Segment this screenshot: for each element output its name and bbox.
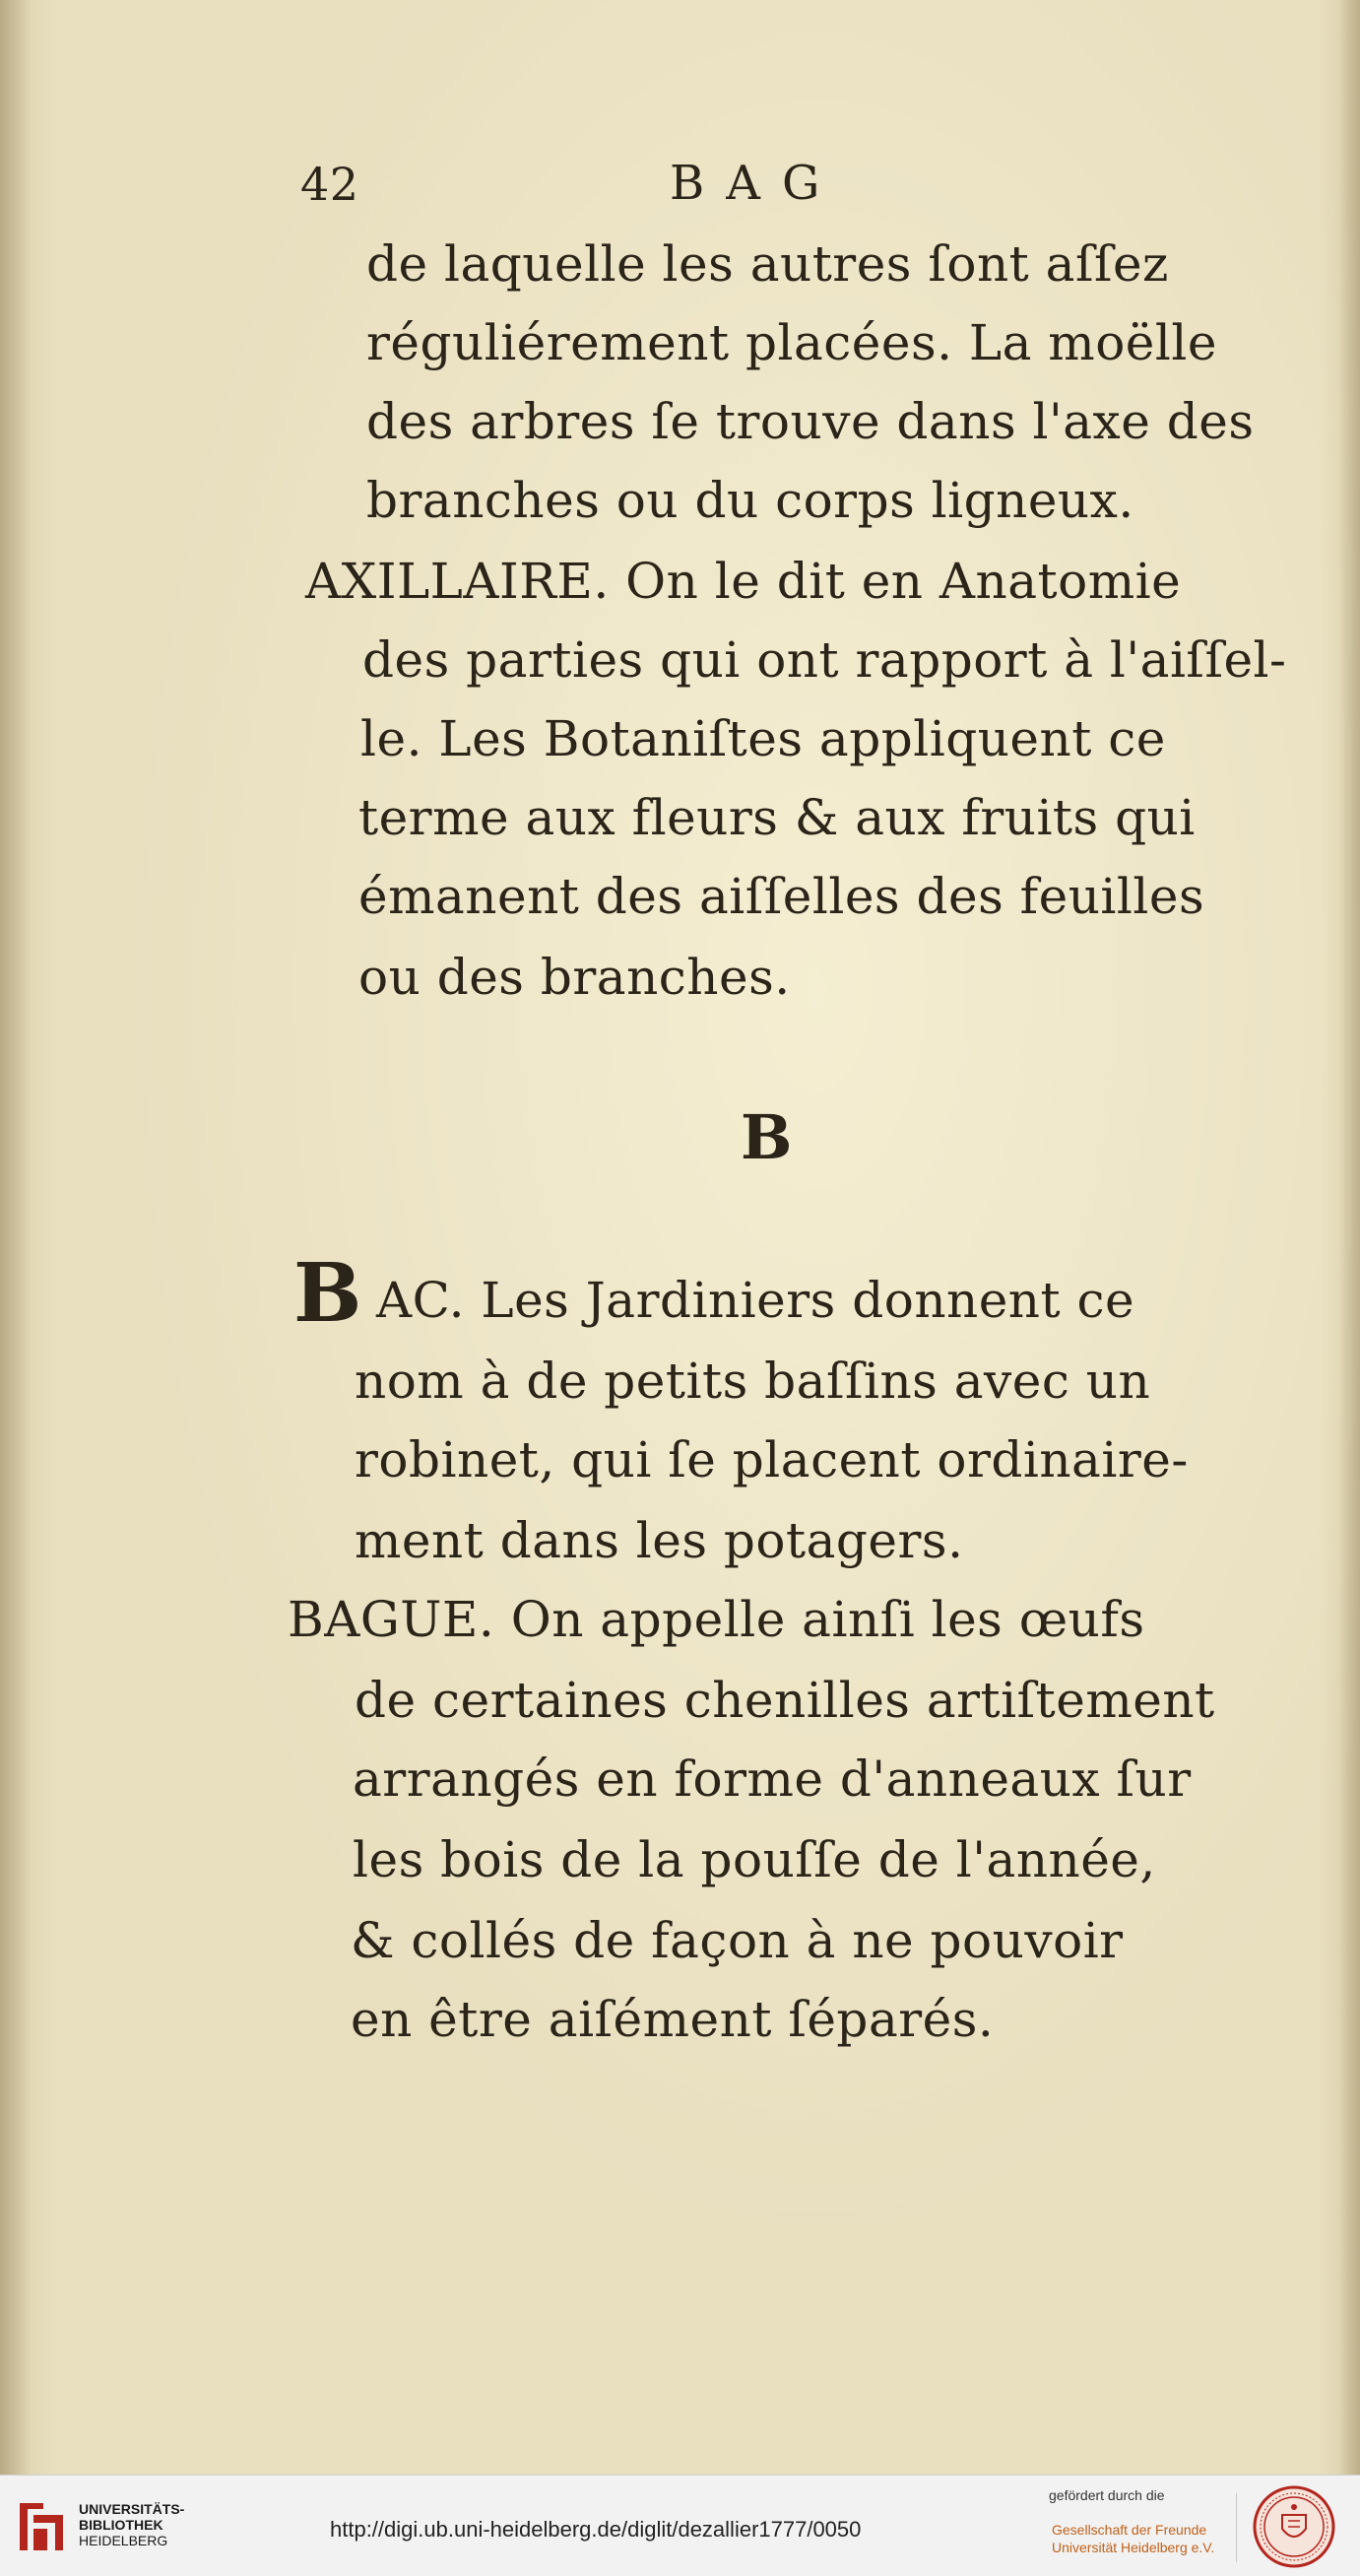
digitization-footer [0,2475,1360,2576]
text-line: les bois de la pouſſe de l'année, [353,1831,1156,1888]
permalink-url[interactable]: http://digi.ub.uni-heidelberg.de/diglit/dezallier1777/0050 [330,2517,862,2542]
university-library-logo-icon [14,2495,71,2556]
sponsor-name [1052,2521,1214,2556]
entry-bague-headline: BAGUE. On appelle ainſi les œufs [288,1591,1145,1648]
sponsor-name-line: Universität Heidelberg e.V. [1052,2540,1215,2555]
text-line: robinet, qui ſe placent ordinaire- [355,1431,1189,1488]
text-line: émanent des aiſſelles des feuilles [358,868,1205,925]
text-line: le. Les Botaniſtes appliquent ce [360,710,1166,767]
text-line: nom à de petits baſſins avec un [355,1353,1151,1410]
text-line: ou des branches. [358,949,791,1006]
text-line: de certaines chenilles artiſtement [355,1672,1215,1729]
running-head: BAG [670,156,842,211]
text-line: réguliérement placées. La moëlle [366,314,1217,371]
page-number: 42 [300,158,359,211]
spine-shadow [0,0,32,2475]
sponsor-name-line: Gesellschaft der Freunde [1052,2522,1207,2538]
library-name-line: HEIDELBERG [79,2533,168,2548]
text-line: en être aiſément ſéparés. [351,1991,995,2048]
sponsor-label: gefördert durch die [1049,2487,1165,2503]
text-line: ment dans les potagers. [355,1512,964,1569]
page-edge-shadow [1338,0,1360,2475]
library-name-line: BIBLIOTHEK [79,2517,163,2533]
university-seal-icon [1253,2485,1335,2568]
text-line: arrangés en forme d'anneaux ſur [353,1750,1192,1808]
dropcap-letter: B [293,1246,362,1341]
text-line: de laquelle les autres ſont aſſez [366,235,1169,293]
text-line: des arbres ſe trouve dans l'axe des [366,393,1255,450]
text-line: terme aux fleurs & aux fruits qui [358,789,1196,846]
library-name [79,2501,184,2548]
entry-axillaire-headline: AXILLAIRE. On le dit en Anatomie [305,553,1182,610]
text-line: branches ou du corps ligneux. [366,472,1134,529]
page-header [0,148,1360,227]
text-line: des parties qui ont rapport à l'aiſſel- [362,631,1287,689]
section-letter: B [741,1101,793,1173]
library-name-line: UNIVERSITÄTS- [79,2501,185,2517]
text-line: & collés de façon à ne pouvoir [351,1912,1124,1969]
footer-divider [1236,2493,1237,2562]
entry-bac-headline: AC. Les Jardiniers donnent ce [376,1272,1135,1329]
